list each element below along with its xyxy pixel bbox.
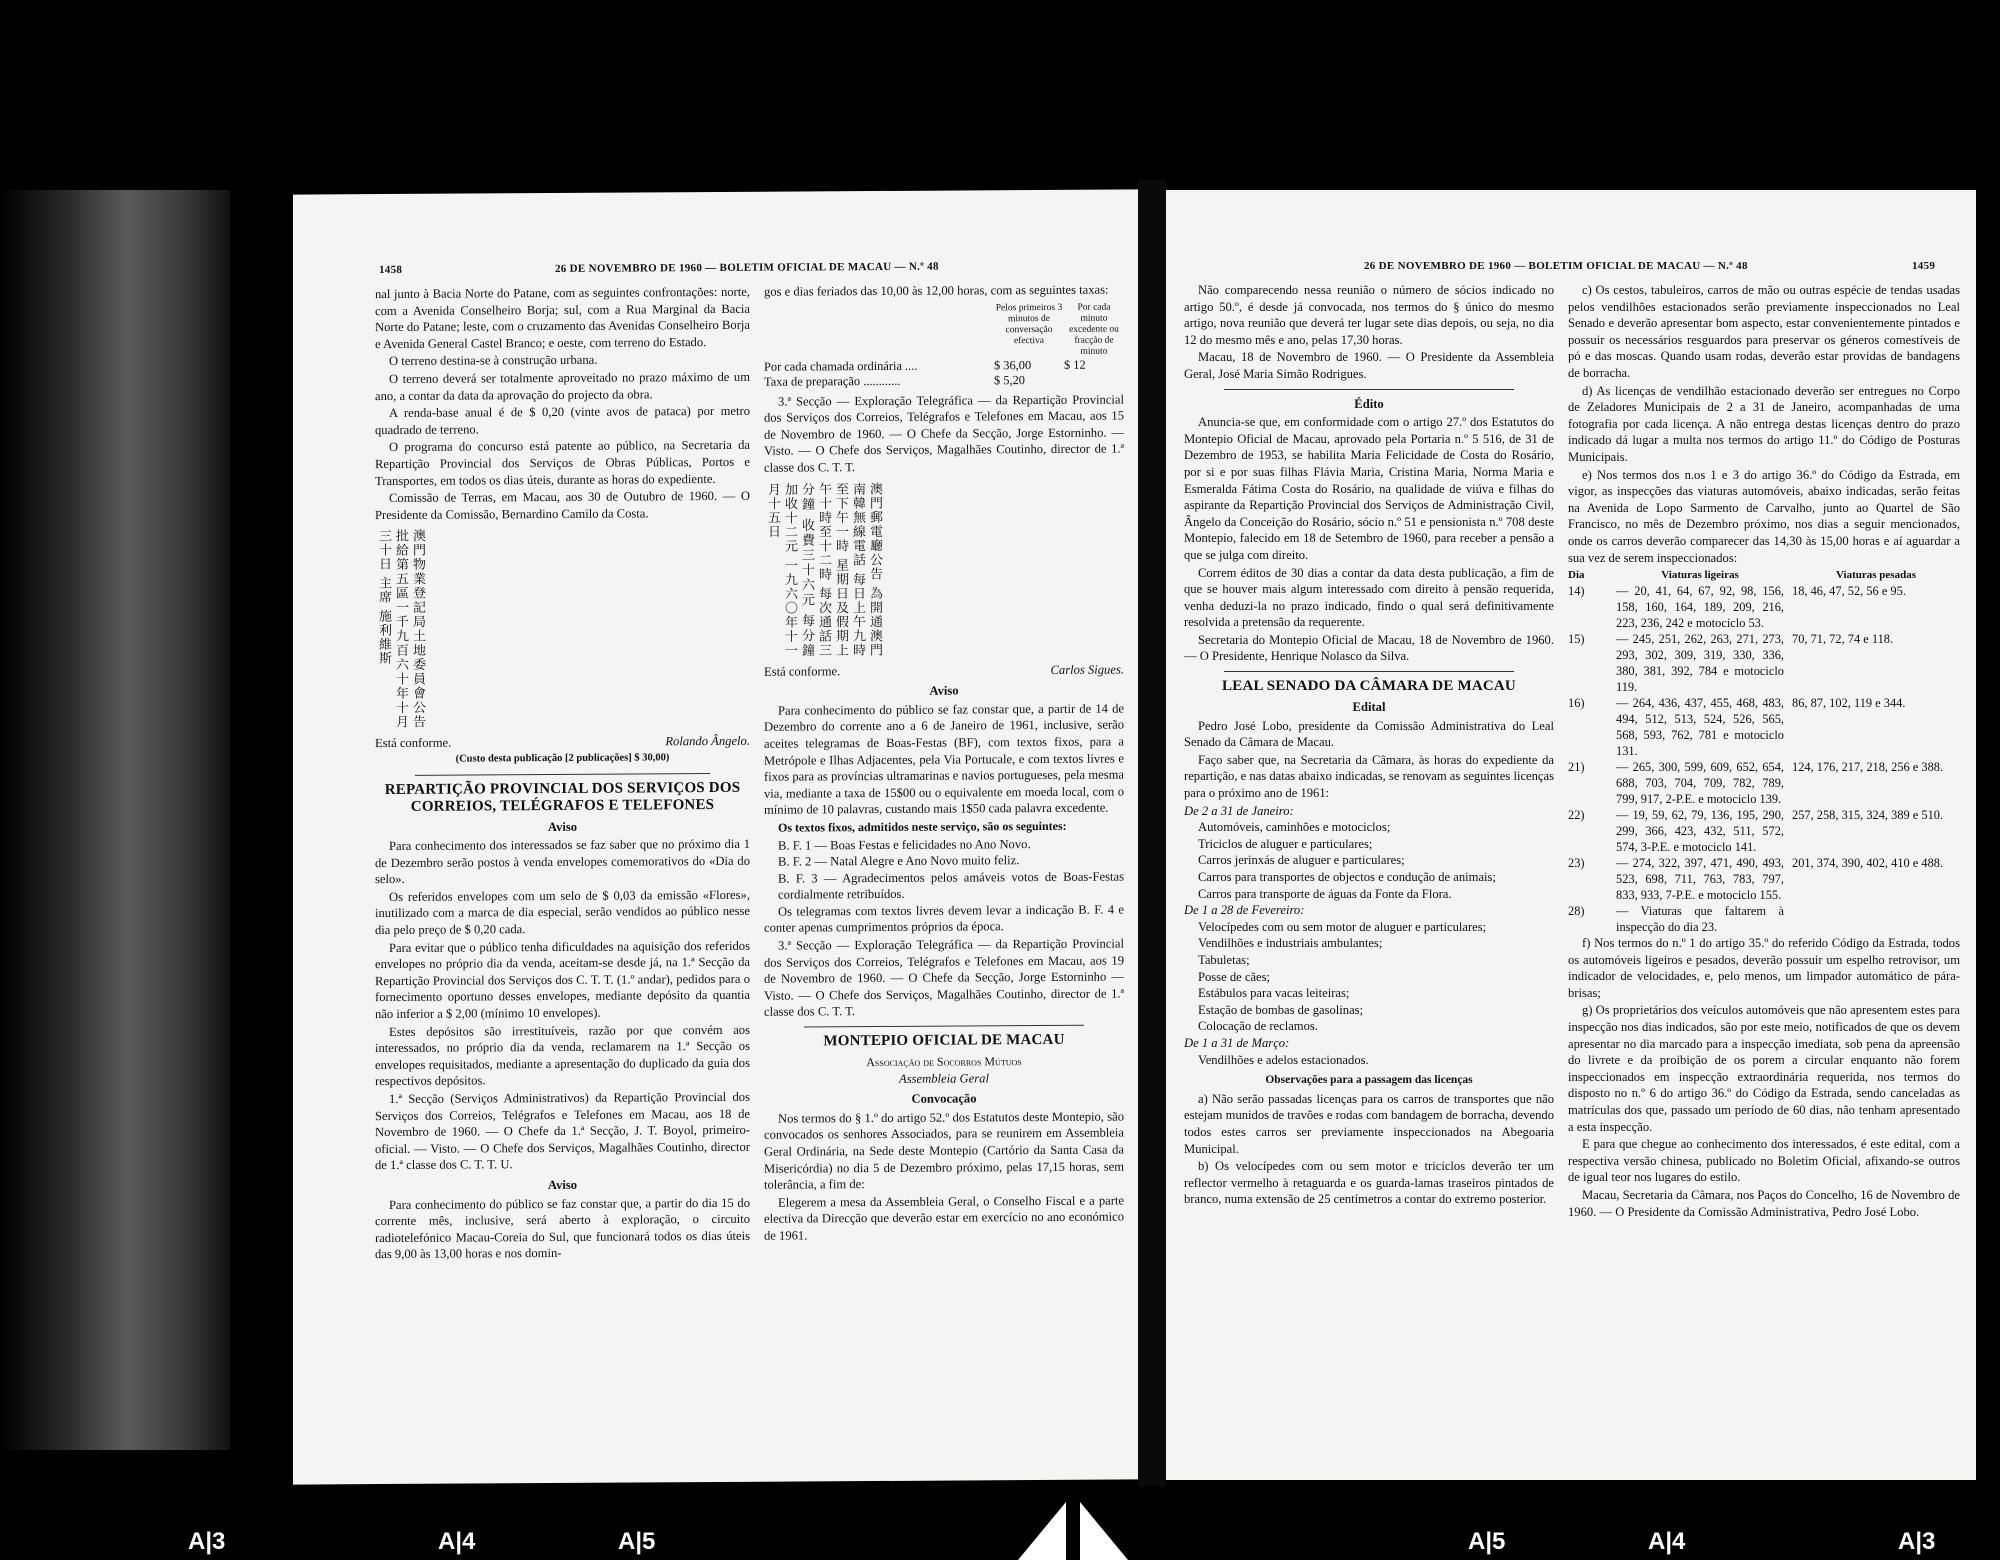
table-cell: 21) — [1568, 760, 1585, 775]
right-page-number: 1459 — [1912, 260, 1936, 272]
paragraph: Secretaria do Montepio Oficial de Macau, 18 de Novembro de 1960. — O Presidente, Henrique Nolasco da Silva. — [1184, 632, 1554, 664]
table-cell: 86, 87, 102, 119 e 344. — [1792, 696, 1906, 711]
left-page — [293, 189, 1138, 1484]
period-heading: De 1 a 28 de Fevereiro: — [1184, 903, 1305, 918]
paragraph: 1.ª Secção (Serviços Administrativos) da Repartição Provincial dos Serviços dos Correios, Telégrafos e Telefones em Macau, aos 18 de Novembro de 1960. — O Chefe da 1.ª Secção, J. T. Boyol, primeiro-oficial. — Visto. — O Chefe dos Serviços, Magalhães Coutinho, director de 1.ª classe dos C. T. T. U. — [375, 1089, 750, 1173]
list-item: Posse de cães; — [1198, 969, 1271, 984]
paragraph: Os referidos envelopes com um selo de $ 0,03 da emissão «Flores», inutilizado com a marca de dia especial, serão vendidos ao público nesse dia pelo preço de $ 0,20 cada. — [375, 887, 750, 938]
paragraph: Para conhecimento dos interessados se faz saber que no próximo dia 1 de Dezembro serão postos à venda envelopes comemorativos do «Dia do selo». — [375, 836, 750, 887]
table-header: Viaturas ligeiras — [1661, 569, 1739, 582]
table-cell: 201, 374, 390, 402, 410 e 488. — [1792, 856, 1944, 871]
paragraph: Pedro José Lobo, presidente da Comissão Administrativa do Leal Senado da Câmara de Macau. — [1184, 718, 1554, 750]
right-running-head — [1166, 260, 1976, 280]
paragraph: A renda-base anual é de $ 0,20 (vinte avos de pataca) por metro quadrado de terreno. — [375, 403, 750, 437]
paragraph: Macau, Secretaria da Câmara, nos Paços do Concelho, 16 de Novembro de 1960. — O Presidente da Comissão Administrativa, Pedro José Lobo. — [1568, 1188, 1960, 1219]
table-cell: 14) — [1568, 584, 1585, 599]
edict-heading: Édito — [1354, 396, 1384, 411]
list-item: Carros para transportes de objectos e condução de animais; — [1198, 870, 1496, 884]
section-title: MONTEPIO OFICIAL DE MACAU — [823, 1031, 1065, 1050]
list-item: Vendilhões e industriais ambulantes; — [1198, 936, 1383, 951]
table-cell: 16) — [1568, 696, 1585, 711]
observations-heading: Observações para a passagem das licenças — [1265, 1074, 1473, 1087]
notice-heading: Aviso — [547, 1177, 578, 1192]
divider — [1224, 389, 1514, 390]
list-item: Carros para transporte de águas da Fonte da Flora. — [1198, 886, 1452, 901]
table-cell: — 245, 251, 262, 263, 271, 273, 293, 302, 309, 319, 330, 336, 380, 381, 392, 784 e motociclo 119. — [1616, 632, 1784, 695]
film-mark: A|4 — [1648, 1528, 1686, 1555]
section-title: REPARTIÇÃO PROVINCIAL DOS SERVIÇOS DOS CORREIOS, TELÉGRAFOS E TELEFONES — [384, 779, 741, 815]
convocation-heading: Convocação — [911, 1091, 977, 1107]
paragraph: Para conhecimento do público se faz constar que, a partir de 14 de Dezembro do corrente ano a 6 de Janeiro de 1961, inclusive, serão aceites telegramas de Boas-Festas (BF), com textos fixos, para a Metrópole e Ilhas Adjacentes, pela Via Portucale, e com textos livres e fixos para as províncias ultramarinas e navios portugueses, pela mesma via, mediante a taxa de 15$00 ou o equivalente em moeda local, com o mínimo de 10 palavras, custando mais 1$50 cada palavra excedente. — [764, 701, 1124, 818]
paragraph: d) As licenças de vendilhão estacionado deverão ser entregues no Corpo de Zeladores Municipais de 2 a 31 de Janeiro, acompanhadas de uma fotografia por cada licença. A não entrega destas licenças dentro do prazo indicado dá lugar a multa nos termos do artigo 11.º do Código de Posturas Municipais. — [1568, 383, 1960, 464]
licence-list-march — [1184, 1052, 1554, 1069]
table-cell: — 274, 322, 397, 471, 490, 493, 523, 698, 711, 763, 783, 797, 833, 933, 7-P.E. e motociclo 155. — [1616, 856, 1784, 903]
table-cell: — Viaturas que faltarem à inspecção do dia 23. — [1616, 904, 1784, 935]
rates-label: Taxa de preparação ............ — [764, 373, 901, 389]
paragraph: Macau, 18 de Novembro de 1960. — O Presidente da Assembleia Geral, José Maria Simão Rodrigues. — [1184, 350, 1554, 381]
table-cell: 257, 258, 315, 324, 389 e 510. — [1792, 808, 1944, 823]
paragraph: b) Os velocípedes com ou sem motor e triciclos deverão ter um reflector vermelho à retaguarda e os guarda-lamas traseiros pintados de branco, numa extensão de 25 centímetros a contar do extremo posterior. — [1184, 1159, 1554, 1207]
chinese-text-block: 澳門物業登記局土地委員會公告 批給第五區一千九百六十年十月三十日 主席 施利維斯 — [376, 529, 425, 730]
rates-value: $ 12 — [1064, 357, 1086, 372]
notice-heading: Aviso — [929, 683, 959, 698]
rates-value: $ 36,00 — [994, 357, 1032, 372]
paragraph: g) Os proprietários dos veículos automóveis que não apresentem estes para inspecção nos dias indicados, são por este meio, notificados de que os devem apresentar no dia marcado para a inspecção imediata, sob pena da apreensão do livrete e da proibição de os porem a circular enquanto não forem inspeccionados em inspecção extraordinária requerida, nos termos do disposto no n.º 6 do artigo 36.º do Código da Estrada, sendo canceladas as matrículas dos que, passado um período de 60 dias, não tenham apresentado a esta inspecção. — [1568, 1003, 1960, 1134]
table-cell: 15) — [1568, 632, 1585, 647]
right-column-1 — [1184, 282, 1554, 1209]
right-column-2 — [1568, 282, 1960, 1221]
divider — [415, 773, 710, 776]
paragraph: O terreno destina-se à construção urbana. — [389, 353, 598, 369]
right-header-title: 26 DE NOVEMBRO DE 1960 — BOLETIM OFICIAL DE MACAU — N.º 48 — [1364, 260, 1748, 272]
list-item: Colocação de reclamos. — [1198, 1019, 1318, 1034]
paragraph: a) Não serão passadas licenças para os carros de transportes que não estejam munidos de travões e rodas com bandagem de borracha, devendo todos estes carros ser previamente inspeccionados na Abegoaria Municipal. — [1184, 1091, 1554, 1156]
rates-header: Pelos primeiros 3 minutos de conversação efectiva — [995, 302, 1063, 346]
table-cell: 18, 46, 47, 52, 56 e 95. — [1792, 584, 1906, 599]
period-heading: De 2 a 31 de Janeiro: — [1184, 803, 1294, 818]
list-item: Carros jerinxás de aluguer e particulares; — [1198, 853, 1405, 868]
notice-heading: Aviso — [547, 819, 578, 834]
table-cell: — 20, 41, 64, 67, 92, 98, 156, 158, 160, 164, 189, 209, 216, 223, 236, 242 e motociclo 53. — [1616, 584, 1784, 631]
film-mark: A|5 — [1468, 1528, 1506, 1555]
left-column-2 — [764, 282, 1124, 1246]
list-item: Velocípedes com ou sem motor de aluguer e particulares; — [1198, 919, 1487, 934]
paragraph: c) Os cestos, tabuleiros, carros de mão ou outras espécie de tendas usadas pelos vendilhões estacionados serão previamente inspeccionados no Leal Senado e deverão apresentar bom aspecto, estar convenientemente pintados e possuir os necessários resguardos para preservar os géneros comestíveis de pó e das moscas. Quando usam rodas, deverão estar providas de bandagens de borracha. — [1568, 283, 1960, 380]
rates-header: Por cada minuto excedente ou fracção de minuto — [1069, 302, 1119, 357]
paragraph: Não comparecendo nessa reunião o número de sócios indicado no artigo 50.º, é desde já convocada, nos termos do § único do mesmo artigo, nova reunião que deverá ter lugar sete dias depois, ou seja, no dia 12 do mesmo mês e ano, pelas 17,30 horas. — [1184, 283, 1554, 347]
paragraph: O programa do concurso está patente ao público, na Secretaria da Repartição Provincial dos Serviços de Obras Públicas, Portos e Transportes, em todos os dias úteis, durante as horas do expediente. — [375, 438, 750, 488]
film-center-marker-icon — [1018, 1502, 1138, 1560]
list-item: Automóveis, caminhões e motociclos; — [1198, 820, 1391, 835]
publication-cost: (Custo desta publicação [2 publicações] $ 30,00) — [455, 752, 670, 765]
table-cell: 124, 176, 217, 218, 256 e 388. — [1792, 760, 1944, 775]
divider — [804, 1025, 1084, 1028]
right-page — [1166, 190, 1976, 1480]
list-item: Triciclos de aluguer e particulares; — [1198, 836, 1373, 851]
paragraph: Estes depósitos são irrestituíveis, razão por que convém aos interessados, no próprio dia da venda, reclamarem na 1.ª Secção os envelopes requisitados, mediante a apresentação do duplicado da guia dos respectivos depósitos. — [375, 1022, 750, 1089]
film-strip — [0, 1486, 2000, 1560]
signature: Carlos Sigues. — [1050, 662, 1124, 677]
list-item: Tabuletas; — [1198, 952, 1250, 967]
paragraph: gos e dias feriados das 10,00 às 12,00 horas, com as seguintes taxas: — [764, 282, 1109, 299]
left-page-number: 1458 — [379, 263, 403, 277]
film-mark: A|3 — [188, 1528, 226, 1555]
association-name: Associação de Socorros Mútuos — [866, 1054, 1022, 1070]
paragraph: Os textos fixos, admitidos neste serviço, são os seguintes: — [778, 818, 1067, 835]
paragraph: E para que chegue ao conhecimento dos interessados, é este edital, com a respectiva versão chinesa, publicado no Boletim Oficial, afixando-se outros de igual teor nos lugares do estilo. — [1568, 1137, 1960, 1185]
table-cell: — 19, 59, 62, 79, 136, 195, 290, 299, 366, 423, 432, 511, 572, 574, 3-P.E. e motociclo 141. — [1616, 808, 1784, 855]
table-header: Viaturas pesadas — [1836, 569, 1916, 582]
table-cell: 28) — [1568, 904, 1585, 919]
paragraph: Nos termos do § 1.º do artigo 52.º dos Estatutos deste Montepio, são convocados os senhores Associados, para se reunirem em Assembleia Geral Ordinária, na Sede deste Montepio (Cartório da Santa Casa da Misericórdia) no dia 5 de Dezembro próximo, pelas 17,15 horas, sem tolerância, a fim de: — [764, 1109, 1124, 1192]
list-item: B. F. 1 — Boas Festas e felicidades no Ano Novo. — [778, 836, 1031, 853]
signature: Rolando Ângelo. — [665, 734, 750, 749]
table-cell: 22) — [1568, 808, 1585, 823]
rates-label: Por cada chamada ordinária .... — [764, 358, 918, 374]
fixed-texts-list — [764, 835, 1124, 904]
paragraph: Os telegramas com textos livres devem levar a indicação B. F. 4 e conter apenas cumprimentos próprios da época. — [764, 902, 1124, 936]
paragraph: O terreno deverá ser totalmente aproveitado no prazo máximo de um ano, a contar da data da aprovação do projecto da obra. — [375, 369, 750, 403]
assembly-name: Assembleia Geral — [899, 1070, 989, 1086]
paragraph: Elegerem a mesa da Assembleia Geral, o Conselho Fiscal e a parte electiva da Direcção que deverão estar em exercício no ano económico de 1961. — [764, 1193, 1124, 1243]
conformity-note: Está conforme. — [375, 735, 452, 751]
rates-table — [764, 302, 1124, 389]
paragraph: 3.ª Secção — Exploração Telegráfica — da Repartição Provincial dos Serviços dos Correios, Telégrafos e Telefones em Macau, aos 15 de Novembro de 1960. — O Chefe da Secção, Jorge Estorninho. — Visto. — O Chefe dos Serviços, Magalhães Coutinho, director de 1.ª classe dos C. T. T. — [764, 392, 1124, 475]
edital-heading: Edital — [1352, 700, 1386, 715]
licence-list-february — [1184, 919, 1554, 1035]
conformity-note: Está conforme. — [764, 663, 841, 679]
film-mark: A|5 — [618, 1528, 656, 1555]
paragraph: Correm éditos de 30 dias a contar da data desta publicação, a fim de que se houver mais algum interessado com direito à pensão requerida, venha deduzi-la no prazo indicado, findo o qual será definitivamente resolvida a pretensão da requerente. — [1184, 565, 1554, 630]
paragraph: 3.ª Secção — Exploração Telegráfica — da Repartição Provincial dos Serviços dos Correios, Telégrafos e Telefones em Macau, aos 19 de Novembro de 1960. — O Chefe da Secção, Jorge Estorninho — Visto. — O Chefe dos Serviços, Magalhães Coutinho, director de 1.ª classe dos C. T. T. — [764, 936, 1124, 1020]
left-column-1 — [375, 284, 750, 1264]
section-title: LEAL SENADO DA CÂMARA DE MACAU — [1222, 678, 1516, 695]
list-item: Estábulos para vacas leiteiras; — [1198, 986, 1350, 1001]
period-heading: De 1 a 31 de Março: — [1184, 1035, 1290, 1050]
table-cell: 23) — [1568, 856, 1585, 871]
film-mark: A|3 — [1898, 1528, 1936, 1555]
table-cell: — 264, 436, 437, 455, 468, 483, 494, 512, 513, 524, 526, 565, 568, 593, 762, 781 e motociclo 131. — [1616, 696, 1784, 759]
paragraph: nal junto à Bacia Norte do Patane, com as seguintes confrontações: norte, com a Avenida Conselheiro Borja; sul, com a Rua Marginal da Bacia Norte do Patane; leste, com o cruzamento das Avenidas Conselheiro Borja e Avenida General Castel Branco; e oeste, com terreno do Estado. — [375, 284, 750, 351]
rates-value: $ 5,20 — [994, 372, 1025, 387]
licence-list-january — [1184, 819, 1554, 902]
paragraph: Faço saber que, na Secretaria da Câmara, às horas do expediente da repartição, e nas datas abaixo indicadas, se renovam as seguintes licenças para o próximo ano de 1961: — [1184, 752, 1554, 801]
paragraph: e) Nos termos dos n.os 1 e 3 do artigo 36.º do Código da Estrada, em vigor, as inspecções das viaturas automóveis, abaixo indicadas, serão feitas na Avenida de Lopo Sarmento de Carvalho, junto ao Quartel de São Francisco, no mês de Dezembro próximo, nos dias a seguir mencionados, onde os carros deverão comparecer das 14,30 às 15,00 horas e aí aguardar a sua vez de serem inspeccionados: — [1568, 467, 1960, 565]
list-item: B. F. 2 — Natal Alegre e Ano Novo muito feliz. — [778, 853, 1020, 869]
table-header: Dia — [1568, 569, 1585, 582]
paragraph: Comissão de Terras, em Macau, aos 30 de Outubro de 1960. — O Presidente da Comissão, Bernardino Camilo da Costa. — [375, 488, 750, 522]
paragraph: Para evitar que o público tenha dificuldades na aquisição dos referidos envelopes no próprio dia da venda, aceitam-se desde já, na 1.ª Secção da Repartição Provincial dos Serviços dos C. T. T. (1.º andar), pedidos para o fornecimento oportuno desses envelopes, mediante depósito da quantia não inferior a $ 2,00 (mínimo 10 envelopes). — [375, 938, 750, 1022]
table-cell: — 265, 300, 599, 609, 652, 654, 688, 703, 704, 709, 782, 789, 799, 917, 2-P.E. e motociclo 139. — [1616, 760, 1784, 807]
scanner-shadow — [0, 190, 230, 1450]
paragraph: Anuncia-se que, em conformidade com o artigo 27.º dos Estatutos do Montepio Oficial de Macau, aprovado pela Portaria n.º 5 516, de 31 de Dezembro de 1953, se habilita Maria Felicidade de Costa do Rosário, por si e por suas filhas Flávia Maria, Cristina Maria, Norma Maria e Esmeralda Fátima Costa do Rosário, na qualidade de viúva e filhas do aspirante da Repartição Provincial dos Serviços de Administração Civil, Ângelo da Conceição do Rosário, sócio n.º 51 e pensionista n.º 708 deste Montepio, falecido em 18 de Setembro de 1960, para receber a pensão a que se julga com direito. — [1184, 415, 1554, 562]
list-item: Estação de bombas de gasolinas; — [1198, 1002, 1364, 1017]
inspection-table — [1568, 567, 1960, 935]
list-item: B. F. 3 — Agradecimentos pelos amáveis votos de Boas-Festas cordialmente retribuídos. — [778, 869, 1124, 902]
paragraph: f) Nos termos do n.º 1 do artigo 35.º do referido Código da Estrada, todos os automóveis ligeiros e pesados, deverão possuir um espelho retrovisor, um indicador de velocidades, e, pelo menos, um limpador automático de pára-brisas; — [1568, 936, 1960, 1000]
table-cell: 70, 71, 72, 74 e 118. — [1792, 632, 1894, 647]
chinese-text-block: 澳門郵電廳公告 為開通澳門南韓無線電話 每日上午九時至下午一時 星期日及假期上午十時至十二時 每次通話三分鐘 收費三十六元 每分鐘加收十二元 一九六〇年十一月十五日 — [765, 481, 882, 658]
paragraph: Para conhecimento do público se faz constar que, a partir do dia 15 do corrente mês, inclusive, será aberto à exploração, o circuito radiotelefónico Macau-Coreia do Sul, que funcionará todos os dias úteis das 9,00 às 13,00 horas e nos domin- — [375, 1195, 750, 1262]
left-running-head — [293, 259, 1138, 284]
divider — [1224, 671, 1514, 672]
list-item: Vendilhões e adelos estacionados. — [1198, 1052, 1369, 1067]
book-gutter — [1138, 180, 1166, 1490]
left-header-title: 26 DE NOVEMBRO DE 1960 — BOLETIM OFICIAL DE MACAU — N.º 48 — [555, 260, 939, 275]
table-cell — [1792, 903, 1960, 935]
film-mark: A|4 — [438, 1528, 476, 1555]
